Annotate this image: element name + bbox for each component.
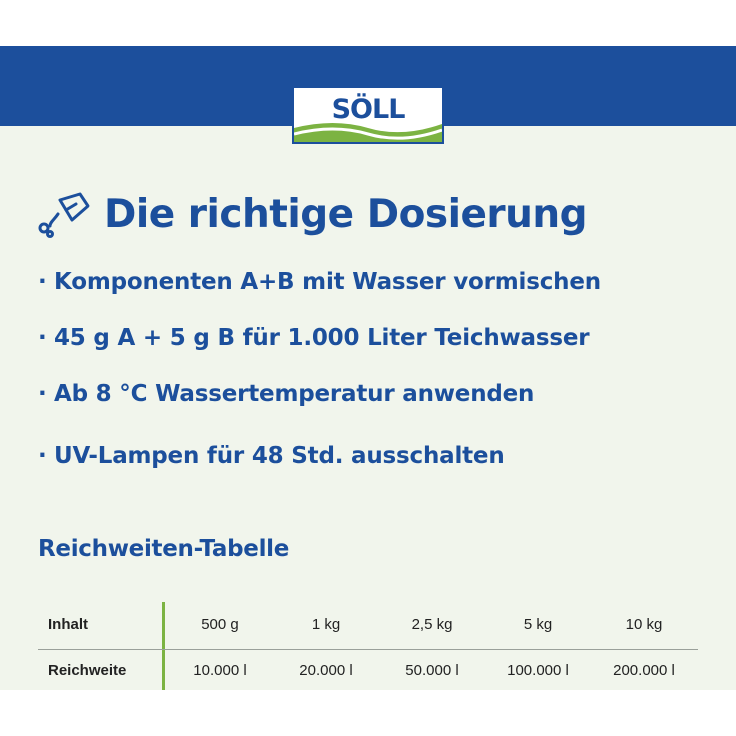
coverage-table bbox=[38, 602, 698, 690]
table-cell: 500 g bbox=[201, 616, 239, 633]
list-item bbox=[38, 374, 601, 430]
table-cell: 2,5 kg bbox=[411, 616, 453, 633]
table-cell: 100.000 l bbox=[507, 662, 569, 679]
product-info-panel bbox=[0, 46, 736, 690]
table-title: Reichweiten-Tabelle bbox=[38, 536, 290, 562]
table-cell: 200.000 l bbox=[613, 662, 675, 679]
logo-text: SÖLL bbox=[331, 94, 405, 125]
table-cell: 5 kg bbox=[523, 616, 553, 633]
bullet-text: 45 g A + 5 g B für 1.000 Liter Teichwasser bbox=[54, 325, 590, 351]
bullet-marker: · bbox=[38, 381, 47, 407]
bullet-text: Komponenten A+B mit Wasser vormischen bbox=[54, 269, 601, 295]
list-item bbox=[38, 262, 601, 318]
list-item bbox=[38, 436, 601, 492]
page-title: Die richtige Dosierung bbox=[104, 191, 588, 237]
bullet-marker: · bbox=[38, 269, 47, 295]
table-cell: 20.000 l bbox=[299, 662, 353, 679]
bullet-marker: · bbox=[38, 443, 47, 469]
bullet-text: UV-Lampen für 48 Std. ausschalten bbox=[54, 443, 505, 469]
dosage-bullet-list bbox=[38, 262, 601, 492]
brand-logo bbox=[292, 86, 444, 144]
bullet-marker: · bbox=[38, 325, 47, 351]
table-cell: 10 kg bbox=[625, 616, 663, 633]
bullet-text: Ab 8 °C Wassertemperatur anwenden bbox=[54, 381, 535, 407]
table-row bbox=[38, 648, 698, 690]
table-row bbox=[38, 602, 698, 648]
dosing-cup-icon bbox=[36, 190, 92, 238]
table-cell: 1 kg bbox=[311, 616, 341, 633]
table-cell: 50.000 l bbox=[405, 662, 459, 679]
list-item bbox=[38, 318, 601, 374]
table-cell: 10.000 l bbox=[193, 662, 247, 679]
row-label: Inhalt bbox=[48, 616, 88, 633]
title-row bbox=[36, 186, 587, 242]
row-label: Reichweite bbox=[48, 662, 127, 679]
